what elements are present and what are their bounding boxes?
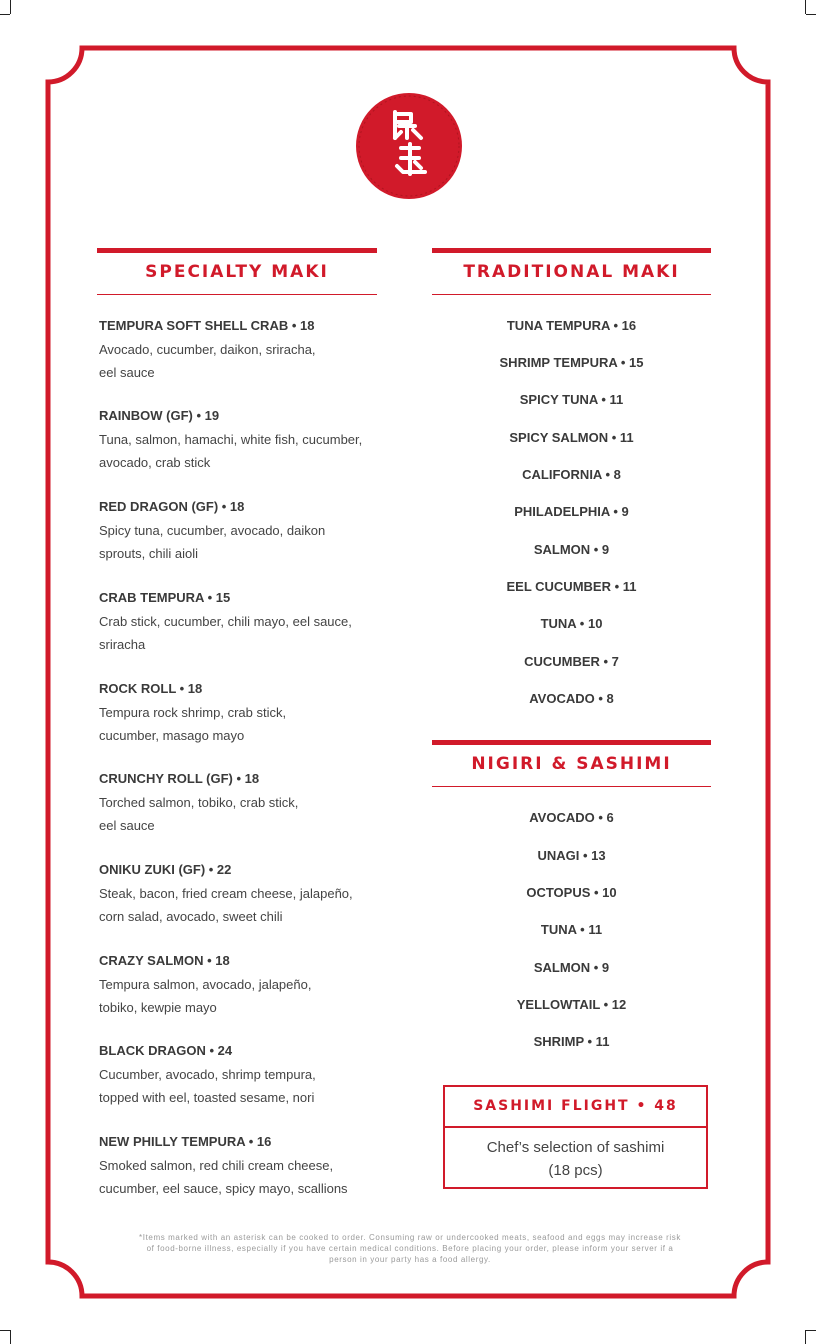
nigiri-item: SHRIMP • 11 (533, 1034, 610, 1049)
item-description-line: eel sauce (99, 818, 155, 833)
item-description-line: Crab stick, cucumber, chili mayo, eel sauce, (99, 614, 352, 629)
sashimi-flight-description (455, 1136, 696, 1182)
item-description-line: Steak, bacon, fried cream cheese, jalapeño, (99, 886, 353, 901)
item-description-line: sriracha (99, 637, 146, 652)
header-bar (97, 248, 377, 253)
traditional-item: EEL CUCUMBER • 11 (506, 579, 637, 594)
item-description-line: Torched salmon, tobiko, crab stick, (99, 795, 299, 810)
item-name: RED DRAGON (GF) • 18 (99, 499, 245, 514)
traditional-item: SHRIMP TEMPURA • 15 (499, 355, 644, 370)
disclaimer-line: *Items marked with an asterisk can be cooked to order. Consuming raw or undercooked meats, seafood and eggs may increase risk (139, 1233, 681, 1242)
nigiri-item: UNAGI • 13 (537, 848, 606, 863)
menu-item-black-dragon (99, 1041, 409, 1109)
section-title: TRADITIONAL MAKI (463, 262, 680, 282)
menu-item-new-philly-tempura (99, 1132, 409, 1200)
item-description-line: tobiko, kewpie mayo (99, 1000, 217, 1015)
menu-item-oniku-zuki (99, 860, 409, 928)
traditional-item: SPICY TUNA • 11 (519, 392, 624, 407)
nigiri-item: YELLOWTAIL • 12 (516, 997, 627, 1012)
traditional-item: AVOCADO • 8 (529, 691, 614, 706)
header-bar (432, 248, 711, 253)
item-description-line: Tempura rock shrimp, crab stick, (99, 705, 287, 720)
section-title: NIGIRI & SASHIMI (471, 754, 672, 774)
item-name: RAINBOW (GF) • 19 (99, 408, 220, 423)
menu-item-rainbow (99, 406, 409, 474)
sashimi-flight-desc-line: Chef’s selection of sashimi (486, 1139, 665, 1156)
item-description-line: avocado, crab stick (99, 455, 211, 470)
sashimi-flight-desc-line: (18 pcs) (548, 1162, 603, 1179)
sashimi-flight-box (443, 1085, 708, 1189)
item-description-line: corn salad, avocado, sweet chili (99, 909, 283, 924)
item-description-line: sprouts, chili aioli (99, 546, 198, 561)
item-name: CRUNCHY ROLL (GF) • 18 (99, 771, 260, 786)
specialty-maki-header (97, 248, 377, 298)
item-description-line: Avocado, cucumber, daikon, sriracha, (99, 342, 316, 357)
allergy-disclaimer (90, 1232, 730, 1265)
item-description-line: Spicy tuna, cucumber, avocado, daikon (99, 523, 326, 538)
item-name: ONIKU ZUKI (GF) • 22 (99, 862, 232, 877)
item-description-line: eel sauce (99, 365, 155, 380)
sashimi-flight-divider (445, 1126, 706, 1128)
traditional-maki-header (432, 248, 711, 298)
header-bar (432, 740, 711, 745)
traditional-item: SALMON • 9 (533, 542, 610, 557)
item-name: BLACK DRAGON • 24 (99, 1043, 233, 1058)
traditional-item: CALIFORNIA • 8 (522, 467, 621, 482)
item-description-line: topped with eel, toasted sesame, nori (99, 1090, 315, 1105)
nigiri-item: SALMON • 9 (533, 960, 610, 975)
traditional-item: CUCUMBER • 7 (524, 654, 619, 669)
header-rule (97, 294, 377, 295)
menu-item-red-dragon (99, 497, 409, 565)
menu-item-tempura-soft-shell-crab (99, 316, 409, 384)
item-description-line: Smoked salmon, red chili cream cheese, (99, 1158, 334, 1173)
menu-item-crunchy-roll (99, 769, 409, 837)
sashimi-flight-title: SASHIMI FLIGHT • 48 (473, 1098, 678, 1114)
menu-item-crazy-salmon (99, 951, 409, 1019)
traditional-item: SPICY SALMON • 11 (509, 430, 634, 445)
item-name: CRAB TEMPURA • 15 (99, 590, 231, 605)
traditional-item: TUNA TEMPURA • 16 (506, 318, 637, 333)
nigiri-item: AVOCADO • 6 (529, 810, 614, 825)
traditional-item: TUNA • 10 (540, 616, 603, 631)
item-description-line: Tempura salmon, avocado, jalapeño, (99, 977, 312, 992)
item-name: ROCK ROLL • 18 (99, 681, 203, 696)
menu-item-crab-tempura (99, 588, 409, 656)
item-description-line: Tuna, salmon, hamachi, white fish, cucumber, (99, 432, 363, 447)
header-rule (432, 294, 711, 295)
restaurant-seal-logo (355, 92, 463, 200)
menu-item-rock-roll (99, 679, 409, 747)
traditional-item: PHILADELPHIA • 9 (514, 504, 629, 519)
section-title: SPECIALTY MAKI (145, 262, 329, 282)
item-name: TEMPURA SOFT SHELL CRAB • 18 (99, 318, 315, 333)
disclaimer-line: of food-borne illness, especially if you have certain medical conditions. Before placing your order, please inform your server if a (146, 1244, 674, 1253)
nigiri-item: TUNA • 11 (540, 922, 603, 937)
item-name: CRAZY SALMON • 18 (99, 953, 230, 968)
nigiri-item: OCTOPUS • 10 (526, 885, 617, 900)
item-description-line: cucumber, eel sauce, spicy mayo, scallions (99, 1181, 348, 1196)
item-description-line: Cucumber, avocado, shrimp tempura, (99, 1067, 316, 1082)
header-rule (432, 786, 711, 787)
disclaimer-line: person in your party has a food allergy. (329, 1255, 491, 1264)
nigiri-sashimi-header (432, 740, 711, 790)
item-name: NEW PHILLY TEMPURA • 16 (99, 1134, 272, 1149)
item-description-line: cucumber, masago mayo (99, 728, 245, 743)
